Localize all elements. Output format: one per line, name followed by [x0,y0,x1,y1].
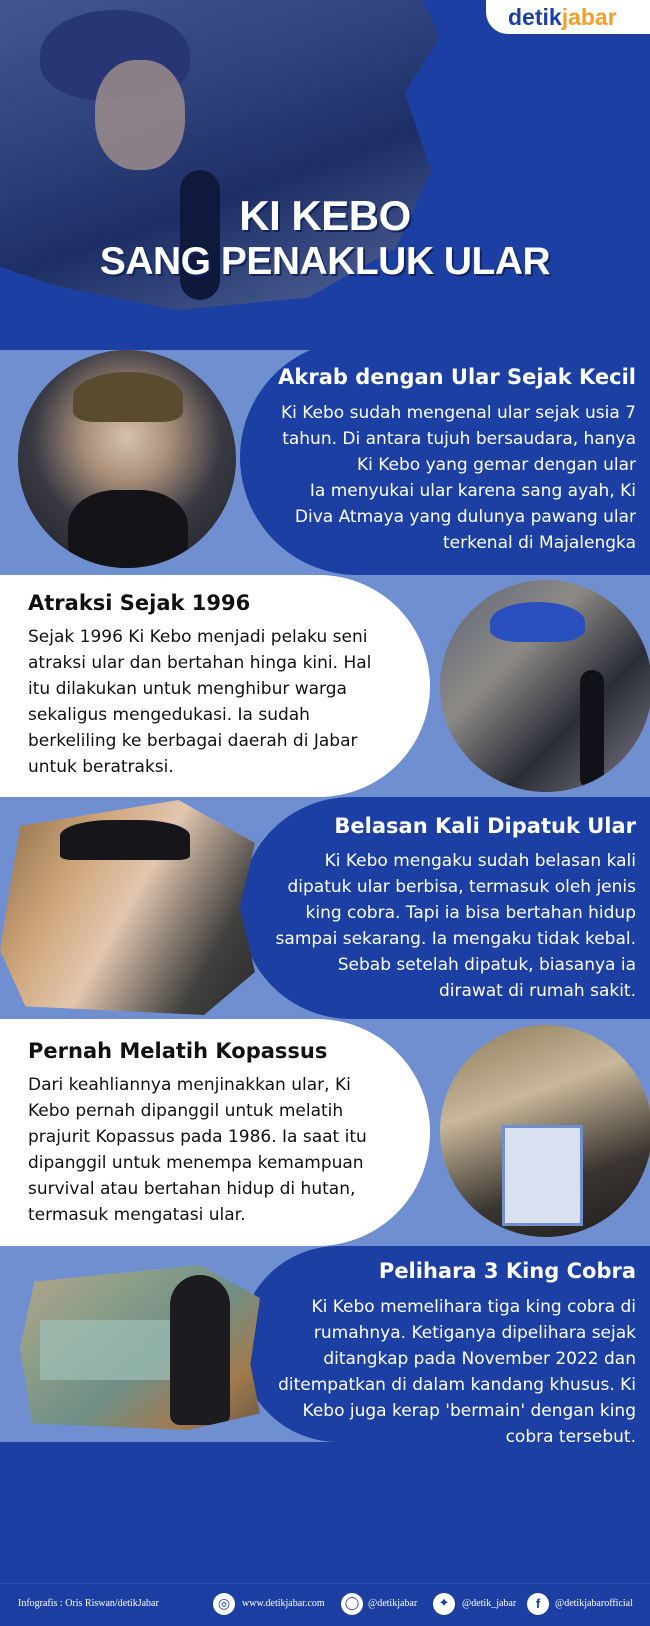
photo-headband [490,602,585,642]
photo-certificate [502,1125,583,1226]
page-title-line2: SANG PENAKLUK ULAR [99,240,551,283]
page-title-line1: KI KEBO [239,192,411,239]
photo-cobra [580,670,604,790]
section-3-line: dirawat di rumah sakit. [438,981,636,1001]
photo-clothes [68,490,188,568]
section-4-photo [440,1025,650,1237]
section-3-line: dipatuk ular berbisa, termasuk oleh jenis [287,877,636,897]
section-4-body [28,1072,418,1228]
section-3-body [250,848,636,1004]
section-1-line: Ia menyukai ular karena sang ayah, Ki [309,481,636,501]
instagram-icon[interactable]: ◯ [341,1593,363,1615]
section-1-line: tahun. Di antara tujuh bersaudara, hanya [282,429,636,449]
section-4-line: survival atau bertahan hidup di hutan, [28,1179,356,1199]
section-3-photo [0,800,255,1015]
footer-twitter-link[interactable]: @detik_jabar [462,1598,517,1609]
facebook-icon[interactable]: f [527,1593,549,1615]
section-4-line: termasuk mengatasi ular. [28,1205,246,1225]
photo-face [95,60,185,170]
section-5-line: ditangkap pada November 2022 dan [323,1349,636,1369]
section-5-photo [20,1265,260,1430]
section-1-photo [18,350,236,568]
section-1-line: Diva Atmaya yang dulunya pawang ular [294,507,636,527]
section-2-body [28,624,418,780]
section-1-heading: Akrab dengan Ular Sejak Kecil [278,365,636,389]
section-2-line: Sejak 1996 Ki Kebo menjadi pelaku seni [28,627,368,647]
section-2-line: itu dilakukan untuk menghibur warga [28,679,347,699]
photo-person [170,1275,230,1425]
photo-cap [60,820,190,860]
detikjabar-logo[interactable] [508,4,617,31]
section-4-line: Dari keahliannya menjinakkan ular, Ki [28,1075,351,1095]
section-1-line: terkenal di Majalengka [443,533,636,553]
section-4-heading: Pernah Melatih Kopassus [28,1039,328,1063]
section-2-line: berkeliling ke berbagai daerah di Jabar [28,731,358,751]
section-2-heading: Atraksi Sejak 1996 [28,591,251,615]
section-3-line: king cobra. Tapi ia bisa bertahan hidup [305,903,636,923]
section-3-heading: Belasan Kali Dipatuk Ular [334,814,636,838]
twitter-icon[interactable]: ✦ [433,1593,455,1615]
section-5-line: Kebo juga kerap 'bermain' dengan king [302,1401,636,1421]
footer-credit: Infografis : Oris Riswan/detikJabar [18,1598,159,1609]
section-1-line: Ki Kebo yang gemar dengan ular [356,455,636,475]
logo-text-detik: detik [508,4,562,30]
section-5-line: Ki Kebo memelihara tiga king cobra di [311,1297,636,1317]
section-3-line: Ki Kebo mengaku sudah belasan kali [324,851,636,871]
photo-hat [73,372,183,422]
section-3-line: sampai sekarang. Ia mengaku tidak kebal. [275,929,636,949]
section-5-line: rumahnya. Ketiganya dipelihara sejak [313,1323,636,1343]
hero-banner [0,0,650,340]
section-2-line: sekaligus mengedukasi. Ia sudah [28,705,310,725]
section-2-photo [440,580,650,792]
section-1-line: Ki Kebo sudah mengenal ular sejak usia 7 [280,403,636,423]
photo-cage [40,1320,170,1380]
section-5-line: ditempatkan di dalam kandang khusus. Ki [278,1375,636,1395]
footer-facebook-link[interactable]: @detikjabarofficial [555,1598,633,1609]
footer-website-link[interactable]: www.detikjabar.com [242,1598,325,1609]
footer-instagram-link[interactable]: @detikjabar [368,1598,418,1609]
section-5-heading: Pelihara 3 King Cobra [378,1259,636,1283]
section-4-line: dipanggil untuk menempa kemampuan [28,1153,364,1173]
footer [0,1583,650,1626]
logo-text-jabar: jabar [561,4,617,30]
section-5-line: cobra tersebut. [505,1427,636,1447]
section-5-body [250,1294,636,1450]
section-4-line: prajurit Kopassus pada 1986. Ia saat itu [28,1127,367,1147]
section-2-line: atraksi ular dan bertahan hinga kini. Hal [28,653,372,673]
section-2-line: untuk beratraksi. [28,757,174,777]
globe-icon[interactable]: ◎ [213,1593,235,1615]
section-1-body [250,400,636,556]
section-3-line: Sebab setelah dipatuk, biasanya ia [337,955,636,975]
section-4-line: Kebo pernah dipanggil untuk melatih [28,1101,344,1121]
